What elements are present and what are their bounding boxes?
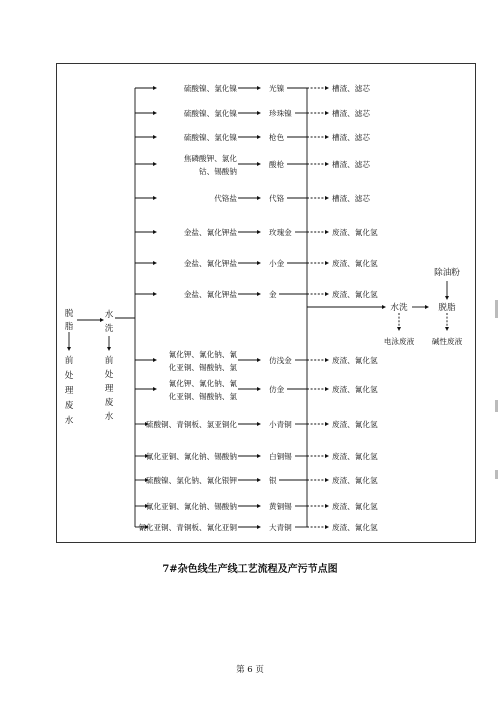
row-process-name: 仿浅金 [269, 356, 292, 365]
arrow-head [257, 230, 261, 234]
arrow-head [257, 454, 261, 458]
arrow-head [153, 111, 157, 115]
arrow-head [325, 86, 329, 90]
row-process-name: 银 [269, 476, 277, 485]
row-process-name: 酸枪 [269, 160, 285, 169]
arrow-head [257, 292, 261, 296]
row-chemicals: 硫酸镍、氯化镍 [183, 84, 237, 93]
arrow-head [153, 230, 157, 234]
arrow-head [257, 196, 261, 200]
left-waste-char: 前 [64, 356, 74, 366]
left-waste-char: 废 [64, 401, 74, 411]
row-chemicals: 硫酸镍、氯化镍 [183, 109, 237, 118]
row-process-name: 白铜锡 [269, 452, 292, 461]
middle-process-char: 水 [104, 310, 114, 320]
row-process-name: 黄铜锡 [269, 502, 292, 511]
post-degrease-label: 脱脂 [438, 303, 456, 313]
row-chemicals: 焦磷酸钾、氯化 [183, 154, 237, 163]
degrease-waste-label: 碱性废液 [431, 337, 463, 346]
process-flow-diagram [57, 64, 477, 544]
degreaser-label: 除油粉 [434, 268, 460, 278]
arrow-head [325, 230, 329, 234]
row-waste: 废渣、氰化氢 [332, 356, 378, 365]
arrow-head [325, 261, 329, 265]
arrow-head [257, 422, 261, 426]
row-process-name: 小青铜 [269, 420, 292, 429]
row-waste: 槽渣、滤芯 [332, 194, 370, 203]
left-waste-char: 理 [64, 386, 74, 396]
scan-artifact [495, 470, 498, 479]
row-waste: 废渣、氰化氢 [332, 228, 378, 237]
middle-process-char: 洗 [104, 324, 114, 334]
middle-waste-char: 前 [104, 356, 114, 366]
post-wash-label: 水洗 [390, 303, 408, 313]
arrow-head [257, 135, 261, 139]
arrow-head [153, 86, 157, 90]
arrow-head [67, 347, 71, 351]
left-process-char: 脂 [64, 322, 74, 332]
arrow-head [325, 387, 329, 391]
row-waste: 废渣、氰化氢 [332, 290, 378, 299]
arrow-head [257, 525, 261, 529]
wash-waste-label: 电泳废液 [383, 337, 415, 346]
arrow-head [257, 86, 261, 90]
arrow-head [153, 135, 157, 139]
scan-artifact [495, 400, 498, 412]
row-waste: 废渣、氰化氢 [332, 420, 378, 429]
row-chemicals: 钴、锡酸钠 [199, 167, 237, 176]
row-chemicals: 氰化亚铜、氰化钠、锡酸钠 [145, 452, 237, 461]
middle-waste-char: 处 [104, 370, 114, 380]
row-chemicals: 硫酸镍、氯化镍 [183, 133, 237, 142]
arrow-head [153, 387, 157, 391]
arrow-head [325, 478, 329, 482]
row-chemicals: 化亚铜、锡酸钠、氯 [168, 392, 237, 401]
row-waste: 槽渣、滤芯 [332, 160, 370, 169]
arrow-head [325, 292, 329, 296]
row-process-name: 仿金 [269, 385, 285, 394]
middle-waste-char: 废 [104, 398, 114, 408]
arrow-head [425, 305, 429, 309]
diagram-frame [56, 63, 476, 543]
row-waste: 槽渣、滤芯 [332, 109, 370, 118]
arrow-head [257, 261, 261, 265]
arrow-head [325, 358, 329, 362]
row-process-name: 大青铜 [269, 523, 292, 532]
arrow-head [445, 327, 449, 331]
arrow-head [325, 454, 329, 458]
row-process-name: 珍珠镍 [269, 109, 292, 118]
arrow-head [445, 296, 449, 300]
row-chemicals: 金盐、氰化钾盐 [183, 259, 237, 268]
row-process-name: 金 [269, 290, 277, 299]
row-chemicals: 氰化亚铜、氰化钠、锡酸钠 [145, 502, 237, 511]
row-chemicals: 氰化亚铜、青铜板、氰化亚铜 [138, 523, 237, 532]
arrow-head [325, 111, 329, 115]
middle-waste-char: 理 [104, 384, 114, 394]
row-waste: 废渣、氰化氢 [332, 385, 378, 394]
arrow-head [257, 504, 261, 508]
row-chemicals: 金盐、氰化钾盐 [183, 290, 237, 299]
arrow-head [257, 358, 261, 362]
row-process-name: 玫瑰金 [269, 228, 292, 237]
row-chemicals: 化亚铜、锡酸钠、氯 [168, 363, 237, 372]
left-waste-char: 处 [64, 371, 74, 381]
arrow-head [325, 196, 329, 200]
row-process-name: 小金 [269, 259, 285, 268]
arrow-head [153, 358, 157, 362]
arrow-head [100, 318, 104, 322]
row-chemicals: 代铬盐 [214, 194, 237, 203]
row-waste: 槽渣、滤芯 [332, 133, 370, 142]
arrow-head [153, 261, 157, 265]
arrow-head [382, 305, 386, 309]
left-process-char: 脱 [64, 309, 74, 319]
arrow-head [325, 422, 329, 426]
arrow-head [325, 135, 329, 139]
row-chemicals: 金盐、氰化钾盐 [183, 228, 237, 237]
row-waste: 槽渣、滤芯 [332, 84, 370, 93]
row-waste: 废渣、氰化氢 [332, 523, 378, 532]
row-chemicals: 氰化钾、氰化钠、氰 [168, 379, 237, 388]
arrow-head [325, 504, 329, 508]
row-waste: 废渣、氰化氢 [332, 476, 378, 485]
row-chemicals: 氰化钾、氰化钠、氰 [168, 350, 237, 359]
row-waste: 废渣、氰化氢 [332, 502, 378, 511]
arrow-head [397, 327, 401, 331]
middle-waste-char: 水 [104, 412, 114, 422]
arrow-head [325, 162, 329, 166]
row-chemicals: 硫酸镍、氯化钠、氰化银钾 [145, 476, 237, 485]
page-number: 第 6 页 [236, 665, 264, 675]
arrow-head [257, 387, 261, 391]
row-process-name: 枪色 [269, 133, 285, 142]
arrow-head [153, 196, 157, 200]
row-waste: 废渣、氰化氢 [332, 259, 378, 268]
left-waste-char: 水 [64, 416, 74, 426]
scan-artifact [495, 300, 498, 318]
row-process-name: 代铬 [269, 194, 285, 203]
arrow-head [257, 111, 261, 115]
row-waste: 废渣、氰化氢 [332, 452, 378, 461]
arrow-head [257, 162, 261, 166]
arrow-head [325, 525, 329, 529]
arrow-head [257, 478, 261, 482]
row-process-name: 光镍 [269, 84, 285, 93]
arrow-head [153, 292, 157, 296]
figure-caption: 7#杂色线生产线工艺流程及产污节点图 [162, 564, 338, 575]
arrow-head [107, 347, 111, 351]
row-chemicals: 硫酸铜、青铜板、氯亚铜化 [145, 420, 237, 429]
arrow-head [153, 162, 157, 166]
